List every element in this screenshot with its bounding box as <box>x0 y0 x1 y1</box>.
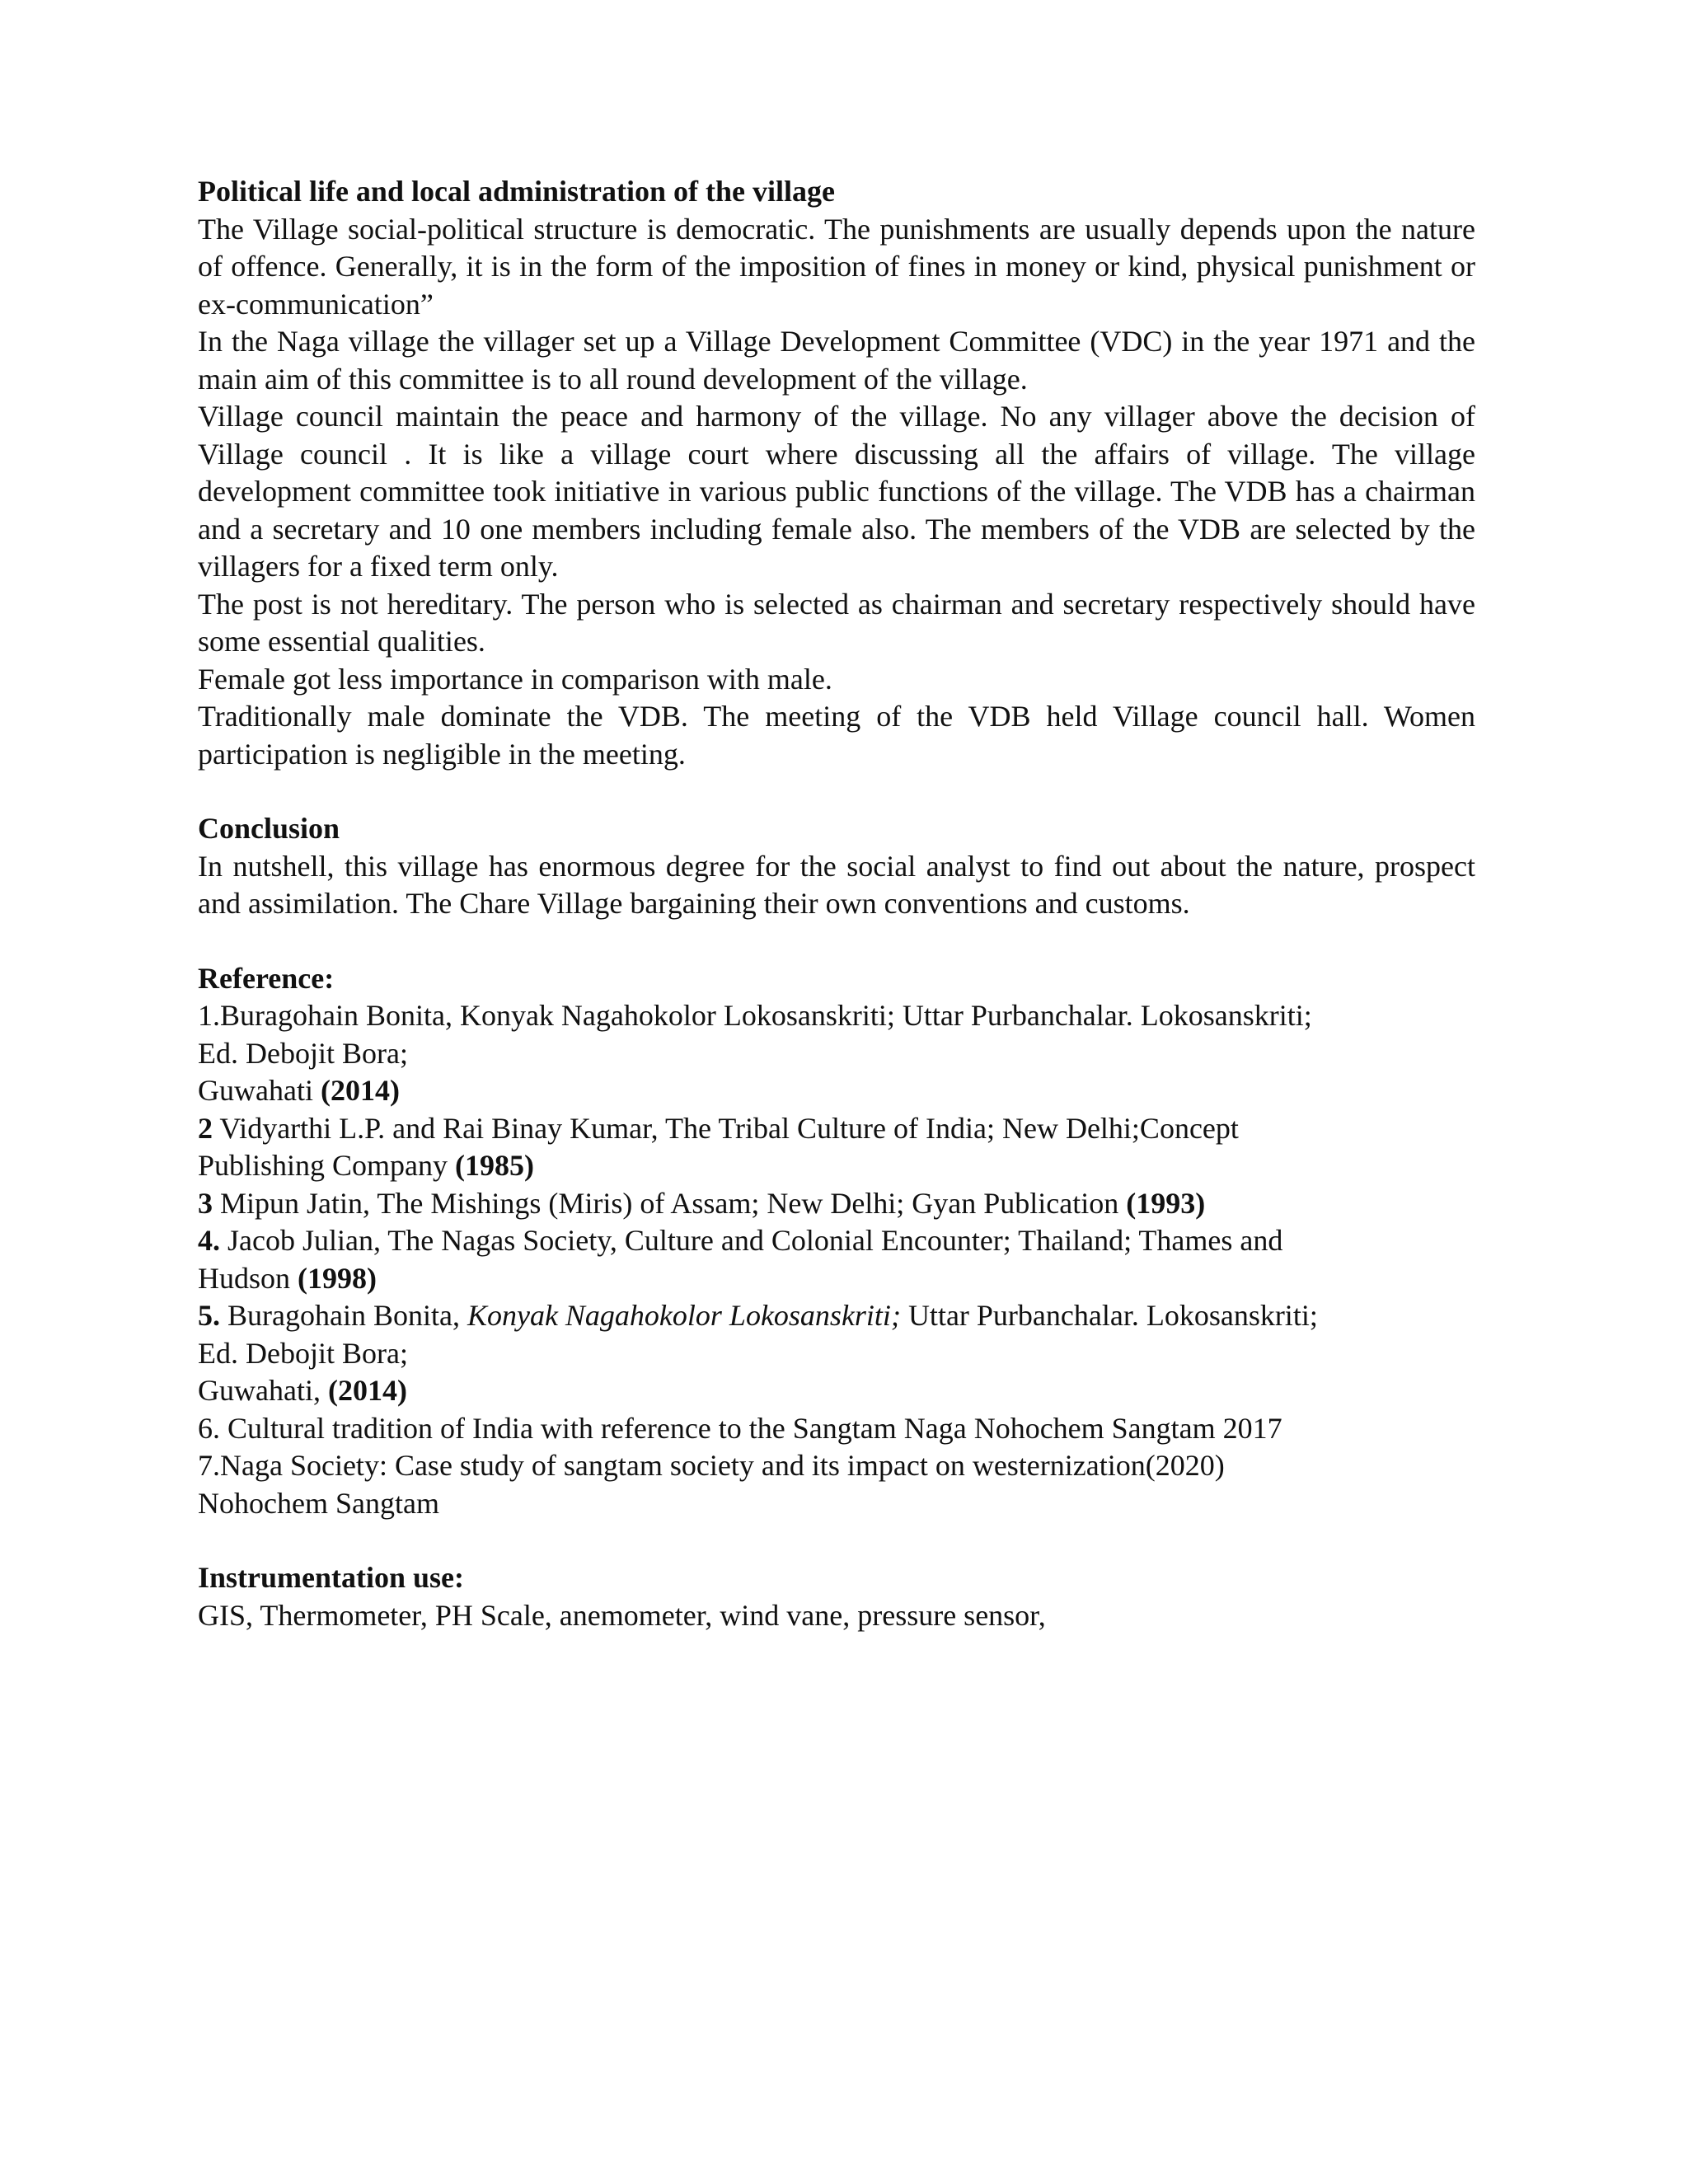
reference-item <box>198 1372 1475 1410</box>
reference-item <box>198 1072 1475 1110</box>
reference-year: (2014) <box>320 1074 400 1107</box>
paragraph: The post is not hereditary. The person who is selected as chairman and secretary respectively should have some essential qualities. <box>198 587 1475 658</box>
reference-year: (1993) <box>1126 1186 1206 1220</box>
paragraph: In nutshell, this village has enormous degree for the social analyst to find out about the nature, prospect and assimilation. The Chare Village bargaining their own conventions and customs. <box>198 849 1475 920</box>
reference-item <box>198 1297 1475 1335</box>
section-heading-reference: Reference: <box>198 961 335 995</box>
conclusion-section <box>198 810 1475 923</box>
reference-text: Mipun Jatin, The Mishings (Miris) of Assam; New Delhi; Gyan Publication <box>213 1186 1127 1220</box>
paragraph: GIS, Thermometer, PH Scale, anemometer, wind vane, pressure sensor, <box>198 1598 1046 1632</box>
reference-item: Ed. Debojit Bora; <box>198 1336 408 1370</box>
reference-number: 4. <box>198 1224 220 1257</box>
reference-item: Nohochem Sangtam <box>198 1486 439 1520</box>
reference-item: 6. Cultural tradition of India with reference to the Sangtam Naga Nohochem Sangtam 2017 <box>198 1411 1282 1445</box>
paragraph: The Village social-political structure is democratic. The punishments are usually depends upon the nature of offence. Generally, it is in the form of the imposition of fines in money or kind, physical punishment or ex-communication” <box>198 212 1475 321</box>
paragraph: Traditionally male dominate the VDB. The meeting of the VDB held Village council hall. Women participation is negligible in the meeting. <box>198 700 1475 771</box>
section-heading-conclusion: Conclusion <box>198 812 340 845</box>
reference-text: Hudson <box>198 1261 298 1295</box>
reference-text: Guwahati <box>198 1074 321 1107</box>
reference-item: 7.Naga Society: Case study of sangtam society and its impact on westernization(2020) <box>198 1449 1225 1482</box>
reference-text: Guwahati, <box>198 1374 328 1407</box>
reference-item <box>198 1260 1475 1298</box>
reference-number: 3 <box>198 1186 213 1220</box>
paragraph: Village council maintain the peace and harmony of the village. No any villager above the decision of Village council . It is like a village court where discussing all the affairs of village. The village development committee took initiative in various public functions of the village. The VDB has a chairman and a secretary and 10 one members including female also. The members of the VDB are selected by the villagers for a fixed term only. <box>198 400 1475 583</box>
reference-year: (2014) <box>327 1374 407 1407</box>
reference-text: Buragohain Bonita, <box>220 1299 467 1332</box>
reference-section <box>198 960 1475 1523</box>
political-section <box>198 173 1475 773</box>
reference-number: 2 <box>198 1111 213 1145</box>
reference-item <box>198 1222 1475 1260</box>
reference-item <box>198 1185 1475 1223</box>
reference-item: Ed. Debojit Bora; <box>198 1036 408 1070</box>
reference-text: Jacob Julian, The Nagas Society, Culture and Colonial Encounter; Thailand; Thames and <box>220 1224 1283 1257</box>
reference-item: 1.Buragohain Bonita, Konyak Nagahokolor Lokosanskriti; Uttar Purbanchalar. Lokosanskriti; <box>198 999 1312 1032</box>
section-heading-political: Political life and local administration of the village <box>198 175 835 208</box>
reference-text: Vidyarthi L.P. and Rai Binay Kumar, The Tribal Culture of India; New Delhi;Concept <box>213 1111 1239 1145</box>
reference-item <box>198 1110 1475 1148</box>
spacer <box>198 1522 1475 1559</box>
reference-number: 5. <box>198 1299 220 1332</box>
reference-title-italic: Konyak Nagahokolor Lokosanskriti; <box>467 1299 901 1332</box>
document-page <box>198 173 1475 1634</box>
reference-year: (1985) <box>455 1149 535 1182</box>
reference-text: Uttar Purbanchalar. Lokosanskriti; <box>900 1299 1318 1332</box>
spacer <box>198 923 1475 960</box>
instrumentation-section <box>198 1559 1475 1634</box>
section-heading-instrumentation: Instrumentation use: <box>198 1561 465 1594</box>
reference-text: Publishing Company <box>198 1149 456 1182</box>
spacer <box>198 773 1475 810</box>
paragraph: In the Naga village the villager set up a Village Development Committee (VDC) in the year 1971 and the main aim of this committee is to all round development of the village. <box>198 325 1475 396</box>
reference-item <box>198 1147 1475 1185</box>
paragraph: Female got less importance in comparison with male. <box>198 662 832 696</box>
reference-year: (1998) <box>298 1261 377 1295</box>
